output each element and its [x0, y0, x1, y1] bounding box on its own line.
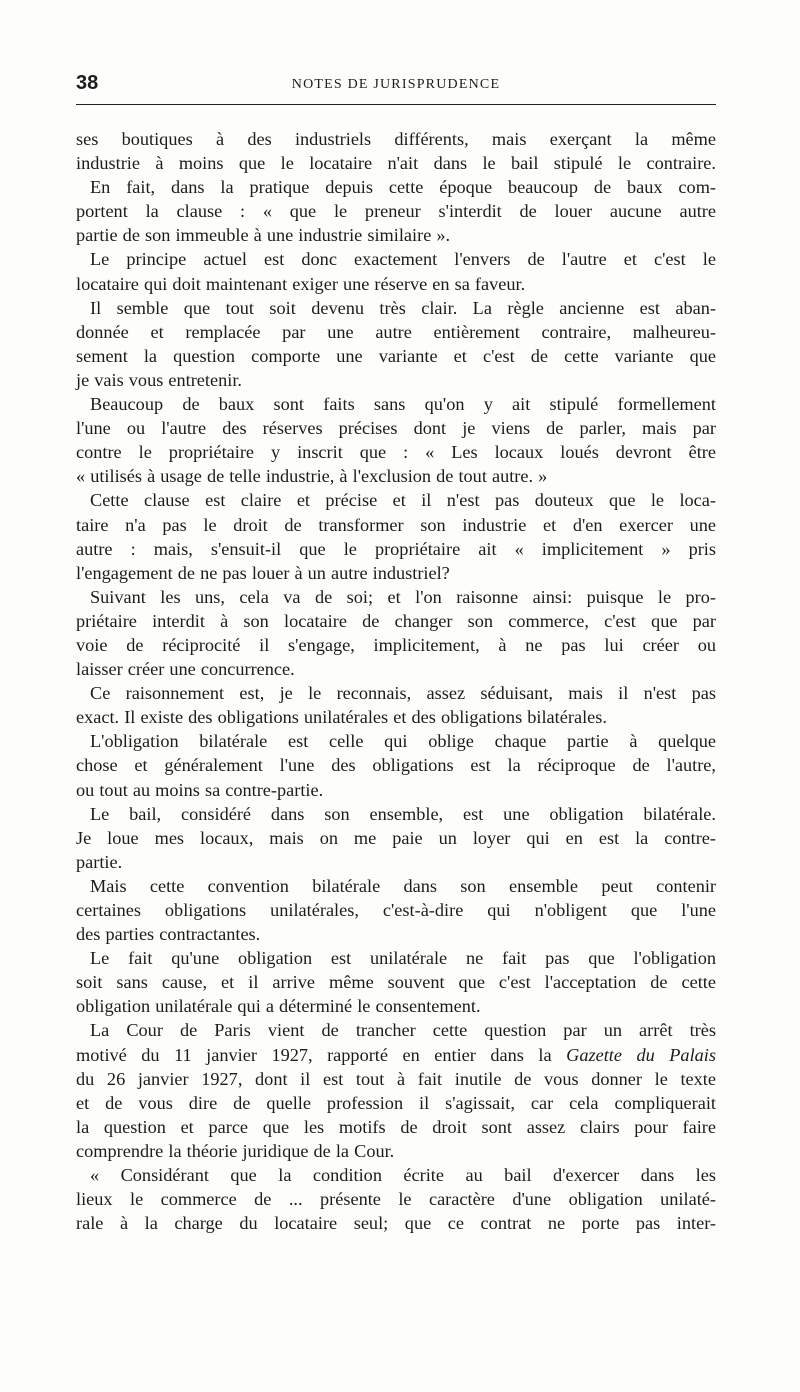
text-line-content: Suivant les uns, cela va de soi; et l'on raisonne ainsi: puisque le pro- [90, 586, 716, 607]
text-line [76, 753, 716, 777]
text-line-content: L'obligation bilatérale est celle qui oblige chaque partie à quelque [90, 731, 716, 752]
text-line-content: l'engagement de ne pas louer à un autre industriel? [76, 562, 450, 583]
text-line [76, 609, 716, 633]
text-line [76, 175, 716, 199]
text-line-content: soit sans cause, et il arrive même souvent que c'est l'acceptation de cette [76, 972, 716, 993]
text-line-content: portent la clause : « que le preneur s'interdit de louer aucune autre [76, 201, 716, 222]
text-line-content: Ce raisonnement est, je le reconnais, assez séduisant, mais il n'est pas [90, 683, 716, 704]
text-line-content: taire n'a pas le droit de transformer son industrie et d'en exercer une [76, 514, 716, 535]
text-line [76, 368, 716, 392]
text-line-content: lieux le commerce de ... présente le caractère d'une obligation unilaté- [76, 1189, 716, 1210]
text-line [76, 1091, 716, 1115]
text-line-content: ou tout au moins sa contre-partie. [76, 779, 324, 800]
body-text [76, 127, 716, 1235]
text-line-content: Le principe actuel est donc exactement l'envers de l'autre et c'est le [90, 249, 716, 270]
text-line [76, 874, 716, 898]
text-line-content: autre : mais, s'ensuit-il que le propriétaire ait « implicitement » pris [76, 538, 716, 559]
text-line [76, 1115, 716, 1139]
page [76, 70, 716, 1235]
text-line-content: donnée et remplacée par une autre entièrement contraire, malheureu- [76, 321, 716, 342]
text-line-content: Cette clause est claire et précise et il n'est pas douteux que le loca- [90, 490, 716, 511]
text-line [76, 729, 716, 753]
text-line-content: l'une ou l'autre des réserves précises dont je viens de parler, mais par [76, 418, 716, 439]
text-line-content: Le bail, considéré dans son ensemble, est une obligation bilatérale. [90, 803, 716, 824]
text-line-content: motivé du 11 janvier 1927, rapporté en entier dans la [76, 1044, 567, 1065]
text-line-content: Beaucoup de baux sont faits sans qu'on y ait stipulé formellement [90, 394, 716, 415]
text-line [76, 513, 716, 537]
text-line [76, 994, 716, 1018]
text-line-content: industrie à moins que le locataire n'ait dans le bail stipulé le contraire. [76, 153, 716, 174]
text-line-content: En fait, dans la pratique depuis cette époque beaucoup de baux com- [90, 177, 716, 198]
text-line-content: la question et parce que les motifs de droit sont assez clairs pour faire [76, 1116, 716, 1137]
text-line [76, 464, 716, 488]
text-line-content: sement la question comporte une variante et c'est de cette variante que [76, 345, 716, 366]
text-line [76, 223, 716, 247]
text-line-content: locataire qui doit maintenant exiger une réserve en sa faveur. [76, 273, 526, 294]
text-line [76, 1043, 716, 1067]
text-line-content: partie de son immeuble à une industrie similaire ». [76, 225, 451, 246]
text-line [76, 199, 716, 223]
text-line-content: des parties contractantes. [76, 924, 261, 945]
text-line-content: du 26 janvier 1927, dont il est tout à fait inutile de vous donner le texte [76, 1068, 716, 1089]
text-line [76, 850, 716, 874]
text-line-content: je vais vous entretenir. [76, 369, 242, 390]
text-line [76, 247, 716, 271]
text-line-content: partie. [76, 851, 123, 872]
italic-citation: Gazette du Palais [566, 1044, 716, 1065]
text-line-content: obligation unilatérale qui a déterminé le consentement. [76, 996, 481, 1017]
text-line-content: rale à la charge du locataire seul; que ce contrat ne porte pas inter- [76, 1213, 716, 1234]
text-line-content: comprendre la théorie juridique de la Cour. [76, 1140, 395, 1161]
text-line [76, 296, 716, 320]
text-line [76, 392, 716, 416]
text-line [76, 922, 716, 946]
text-line-content: chose et généralement l'une des obligations est la réciproque de l'autre, [76, 755, 716, 776]
text-line [76, 127, 716, 151]
text-line [76, 561, 716, 585]
text-line [76, 681, 716, 705]
text-line-content: « Considérant que la condition écrite au bail d'exercer dans les [90, 1165, 716, 1186]
text-line-content: La Cour de Paris vient de trancher cette question par un arrêt très [90, 1020, 716, 1041]
text-line-content: Il semble que tout soit devenu très clair. La règle ancienne est aban- [90, 297, 716, 318]
text-line [76, 440, 716, 464]
text-line [76, 1018, 716, 1042]
text-line [76, 1067, 716, 1091]
text-line-content: exact. Il existe des obligations unilatérales et des obligations bilatérales. [76, 707, 607, 728]
text-line [76, 272, 716, 296]
page-header [76, 70, 716, 105]
page-number: 38 [76, 72, 99, 94]
text-line [76, 633, 716, 657]
text-line [76, 802, 716, 826]
text-line [76, 826, 716, 850]
text-line-content: Mais cette convention bilatérale dans son ensemble peut contenir [90, 875, 716, 896]
text-line-content: laisser créer une concurrence. [76, 659, 295, 680]
text-line [76, 488, 716, 512]
text-line [76, 778, 716, 802]
text-line-content: contre le propriétaire y inscrit que : « Les locaux loués devront être [76, 442, 716, 463]
text-line-content: « utilisés à usage de telle industrie, à l'exclusion de tout autre. » [76, 466, 548, 487]
text-line [76, 657, 716, 681]
text-line [76, 1163, 716, 1187]
text-line [76, 320, 716, 344]
text-line [76, 970, 716, 994]
text-line-content: Le fait qu'une obligation est unilatérale ne fait pas que l'obligation [90, 948, 716, 969]
text-line [76, 537, 716, 561]
text-line [76, 151, 716, 175]
text-line [76, 416, 716, 440]
text-line [76, 1187, 716, 1211]
text-line-content: priétaire interdit à son locataire de changer son commerce, c'est que par [76, 610, 716, 631]
text-line [76, 898, 716, 922]
text-line-content: certaines obligations unilatérales, c'est-à-dire qui n'obligent que l'une [76, 900, 716, 920]
text-line [76, 946, 716, 970]
running-title: NOTES DE JURISPRUDENCE [291, 77, 501, 92]
text-line-content: et de vous dire de quelle profession il s'agissait, car cela compliquerait [76, 1092, 716, 1113]
text-line [76, 705, 716, 729]
text-line-content: Je loue mes locaux, mais on me paie un loyer qui en est la contre- [76, 827, 716, 848]
text-line [76, 344, 716, 368]
text-line [76, 1211, 716, 1235]
text-line [76, 585, 716, 609]
text-line [76, 1139, 716, 1163]
text-line-content: voie de réciprocité il s'engage, implicitement, à ne pas lui créer ou [76, 634, 716, 655]
text-line-content: ses boutiques à des industriels différents, mais exerçant la même [76, 129, 716, 149]
